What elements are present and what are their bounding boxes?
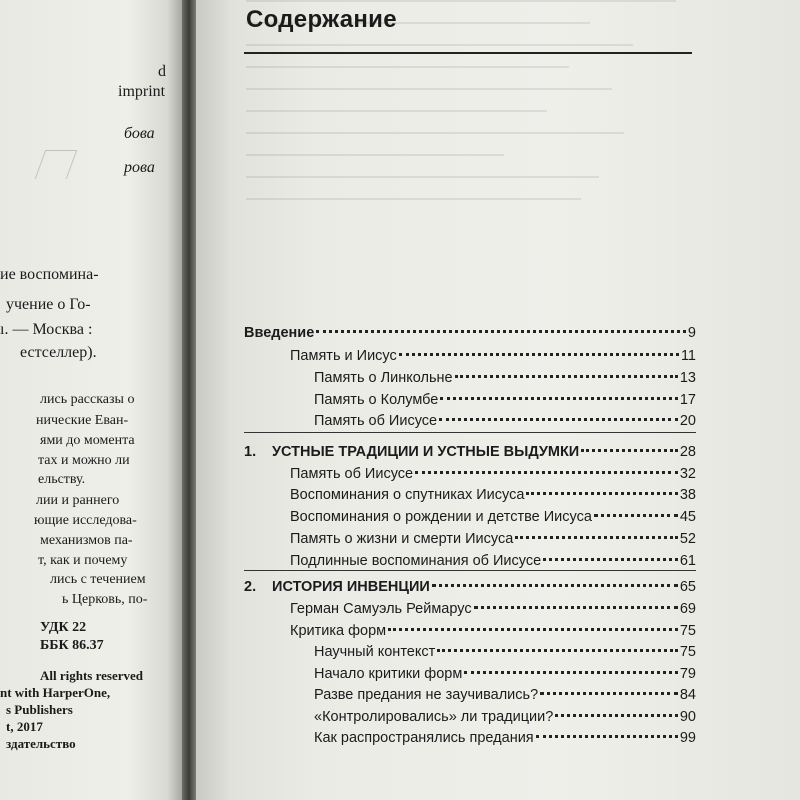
toc-entry-title: Разве предания не заучивались? (314, 687, 539, 703)
left-page-line: ие воспомина- (0, 266, 99, 283)
toc-entry[interactable] (314, 369, 696, 387)
leader-dots (540, 692, 678, 695)
leader-dots (388, 628, 678, 631)
toc-entry-page: 75 (679, 623, 696, 639)
copyright-line: s Publishers (6, 702, 73, 717)
leader-dots (526, 492, 677, 495)
toc-entry[interactable] (290, 486, 696, 504)
toc-entry-title: Память о Колумбе (314, 392, 439, 408)
toc-entry-page: 99 (679, 730, 696, 746)
leader-dots (594, 514, 678, 517)
leader-dots (555, 714, 678, 717)
leader-dots (515, 536, 678, 539)
leader-dots (464, 671, 678, 674)
toc-entry-title: Воспоминания о спутниках Иисуса (290, 487, 525, 503)
section-divider (244, 570, 696, 571)
title-underline (244, 52, 692, 54)
left-page-line: механизмов па- (40, 533, 133, 548)
left-page-line: d (158, 63, 166, 80)
toc-entry-page: 65 (679, 579, 696, 595)
left-page-line: т, как и почему (38, 553, 128, 568)
left-page-line: ельству. (38, 472, 86, 487)
toc-entry-page: 52 (679, 531, 696, 547)
toc-entry-page: 32 (679, 466, 696, 482)
toc-entry[interactable] (290, 508, 696, 526)
bbk-code: ББК 86.37 (40, 638, 104, 653)
left-page-line: естселлер). (20, 344, 97, 361)
toc-entry-title: Память об Иисусе (314, 413, 438, 429)
toc-entry-page: 13 (679, 370, 696, 386)
left-page-line: тах и можно ли (38, 453, 130, 468)
toc-entry-page: 84 (679, 687, 696, 703)
toc-entry-page: 90 (679, 709, 696, 725)
toc-entry-page: 79 (679, 666, 696, 682)
toc-chapter-entry[interactable] (244, 443, 696, 461)
toc-entry-title: Память об Иисусе (290, 466, 414, 482)
leader-dots (432, 584, 678, 587)
page-title: Содержание (246, 6, 397, 33)
toc-entry[interactable] (314, 729, 696, 747)
toc-entry-page: 9 (687, 325, 696, 341)
left-page-line: лись с течением (50, 572, 146, 587)
toc-entry-title: Память и Иисус (290, 348, 397, 364)
chapter-number: 2. (244, 579, 257, 595)
left-page-line: ющие исследова- (34, 513, 137, 528)
toc-entry-page: 11 (680, 348, 696, 364)
toc-chapter-entry[interactable] (244, 578, 696, 596)
toc-entry-page: 61 (679, 553, 696, 569)
show-through-text (246, 0, 676, 280)
toc-entry-title: «Контролировались» ли традиции? (314, 709, 554, 725)
leader-dots (439, 418, 678, 421)
leader-dots (415, 471, 678, 474)
leader-dots (316, 330, 686, 333)
toc-entry-title: Начало критики форм (314, 666, 463, 682)
toc-entry[interactable] (290, 465, 696, 483)
toc-entry-page: 28 (679, 444, 696, 460)
toc-entry[interactable] (314, 643, 696, 661)
left-page (0, 0, 182, 800)
toc-entry[interactable] (244, 324, 696, 342)
left-page-line: лии и раннего (36, 493, 120, 508)
leader-dots (437, 649, 678, 652)
leader-dots (543, 558, 678, 561)
toc-entry-title: Воспоминания о рождении и детстве Иисуса (290, 509, 592, 525)
leader-dots (474, 606, 678, 609)
toc-entry[interactable] (290, 552, 696, 570)
toc-entry-page: 75 (679, 644, 696, 660)
toc-entry[interactable] (290, 600, 696, 618)
toc-entry[interactable] (290, 622, 696, 640)
left-page-line: нические Еван- (36, 413, 129, 428)
toc-entry[interactable] (314, 412, 696, 430)
publisher-emblem-icon (35, 150, 78, 179)
left-page-line: ı. — Москва : (0, 321, 93, 338)
leader-dots (440, 397, 677, 400)
toc-entry-title: Введение (244, 325, 315, 341)
leader-dots (399, 353, 679, 356)
left-page-line: ями до момента (40, 433, 135, 448)
left-page-line: imprint (118, 83, 166, 100)
toc-entry[interactable] (314, 686, 696, 704)
toc-entry[interactable] (314, 708, 696, 726)
left-page-line: ь Церковь, по- (62, 592, 148, 607)
toc-entry-title: ИСТОРИЯ ИНВЕНЦИИ (272, 579, 430, 595)
leader-dots (536, 735, 678, 738)
toc-entry-title: УСТНЫЕ ТРАДИЦИИ И УСТНЫЕ ВЫДУМКИ (272, 444, 580, 460)
book-gutter (182, 0, 196, 800)
left-page-line: учение о Го- (6, 296, 91, 313)
left-page-line: рова (124, 159, 155, 176)
toc-entry-page: 20 (679, 413, 696, 429)
copyright-line: All rights reserved (40, 668, 144, 683)
leader-dots (455, 375, 678, 378)
chapter-number: 1. (244, 444, 257, 460)
toc-entry-page: 17 (679, 392, 696, 408)
toc-entry-title: Подлинные воспоминания об Иисусе (290, 553, 542, 569)
toc-entry-page: 45 (679, 509, 696, 525)
toc-entry-title: Научный контекст (314, 644, 436, 660)
toc-entry-page: 38 (679, 487, 696, 503)
udk-code: УДК 22 (40, 620, 87, 635)
toc-entry[interactable] (290, 530, 696, 548)
toc-entry-title: Герман Самуэль Реймарус (290, 601, 472, 617)
toc-entry-page: 69 (679, 601, 696, 617)
copyright-line: nt with HarperOne, (0, 685, 111, 700)
copyright-line: здательство (6, 736, 76, 751)
leader-dots (581, 449, 678, 452)
toc-entry[interactable] (314, 391, 696, 409)
toc-entry-title: Память о жизни и смерти Иисуса (290, 531, 514, 547)
toc-entry-title: Как распространялись предания (314, 730, 534, 746)
left-page-line: лись рассказы о (40, 392, 135, 407)
section-divider (244, 432, 696, 433)
toc-entry-title: Память о Линкольне (314, 370, 453, 386)
left-page-line: бова (124, 125, 155, 142)
copyright-line: t, 2017 (6, 719, 43, 734)
toc-entry-title: Критика форм (290, 623, 387, 639)
right-page (196, 0, 800, 800)
toc-entry[interactable] (314, 665, 696, 683)
toc-entry[interactable] (290, 347, 696, 365)
